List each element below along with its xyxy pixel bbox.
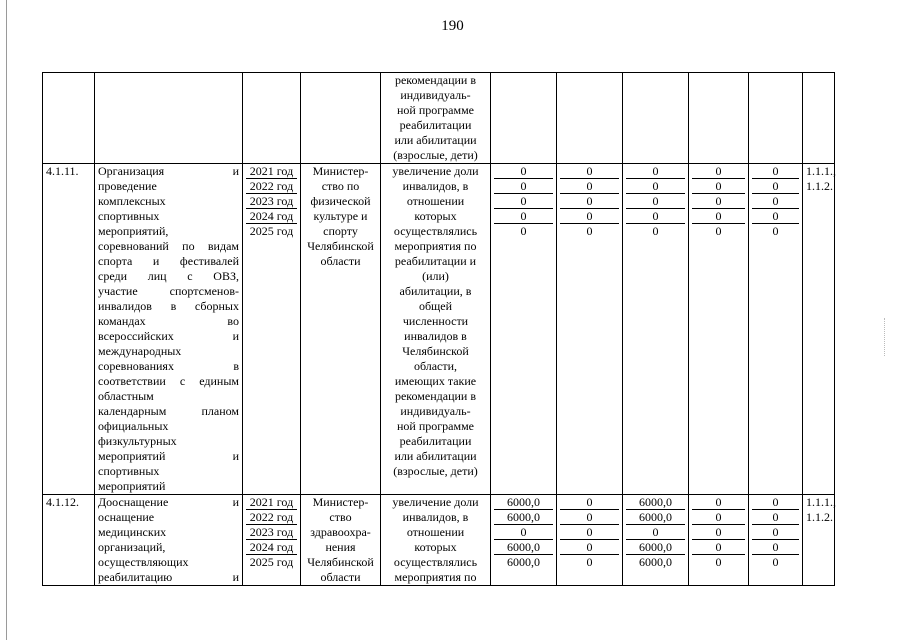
value-col-1: 6000,0 6000,0 0 6000,0 6000,0 bbox=[491, 495, 557, 586]
scan-artifact bbox=[884, 318, 889, 356]
years-cell: 2021 год 2022 год 2023 год 2024 год 2025 год bbox=[243, 164, 301, 495]
executor-cell: Министер- ство по физической культуре и спорту Челябинской области bbox=[301, 164, 381, 495]
value-col-5: 0 0 0 0 0 bbox=[749, 495, 803, 586]
page-number: 190 bbox=[441, 18, 464, 34]
value-col-3: 0 0 0 0 0 bbox=[623, 164, 689, 495]
value-col-4: 0 0 0 0 0 bbox=[689, 164, 749, 495]
value-col-1: 0 0 0 0 0 bbox=[491, 164, 557, 495]
row-number: 4.1.12. bbox=[43, 495, 95, 586]
years-cell: 2021 год 2022 год 2023 год 2024 год 2025 год bbox=[243, 495, 301, 586]
value-col-2: 0 0 0 0 0 bbox=[557, 495, 623, 586]
reference-cell: 1.1.1., 1.1.2. bbox=[803, 495, 835, 586]
table-row-continuation bbox=[43, 73, 835, 164]
reference-cell: 1.1.1., 1.1.2. bbox=[803, 164, 835, 495]
executor-cell: Министер- ство здравоохра- нения Челябинской области bbox=[301, 495, 381, 586]
measure-name: Организация и проведение комплексных спортивных мероприятий, соревнований по видам спорта и фестивалей среди лиц с ОВЗ, участие спортсменов- инвалидов в сборных командах во всероссийских и международных соревнованиях в соответствии с единым областным календарным планом официальных физкультурных мероприятий и спортивных мероприятий bbox=[95, 164, 243, 495]
indicator-cell: увеличение доли инвалидов, в отношении которых осуществлялись мероприятия по реабилитации и (или) абилитации, в общей численности инвалидов в Челябинской области, имеющих такие рекомендации в индивидуаль- ной программе реабилитации или абилитации (взрослые, дети) bbox=[381, 164, 491, 495]
value-col-5: 0 0 0 0 0 bbox=[749, 164, 803, 495]
value-col-3: 6000,0 6000,0 0 6000,0 6000,0 bbox=[623, 495, 689, 586]
indicator-cell: рекомендации в индивидуаль- ной программе реабилитации или абилитации (взрослые, дети) bbox=[381, 73, 491, 164]
table-row bbox=[43, 495, 835, 586]
table-row bbox=[43, 164, 835, 495]
value-col-4: 0 0 0 0 0 bbox=[689, 495, 749, 586]
program-table bbox=[42, 72, 835, 586]
indicator-cell: увеличение доли инвалидов, в отношении которых осуществлялись мероприятия по bbox=[381, 495, 491, 586]
value-col-2: 0 0 0 0 0 bbox=[557, 164, 623, 495]
left-margin-rule bbox=[6, 0, 7, 640]
row-number: 4.1.11. bbox=[43, 164, 95, 495]
measure-name: Дооснащение и оснащение медицинских организаций, осуществляющих реабилитацию и bbox=[95, 495, 243, 586]
